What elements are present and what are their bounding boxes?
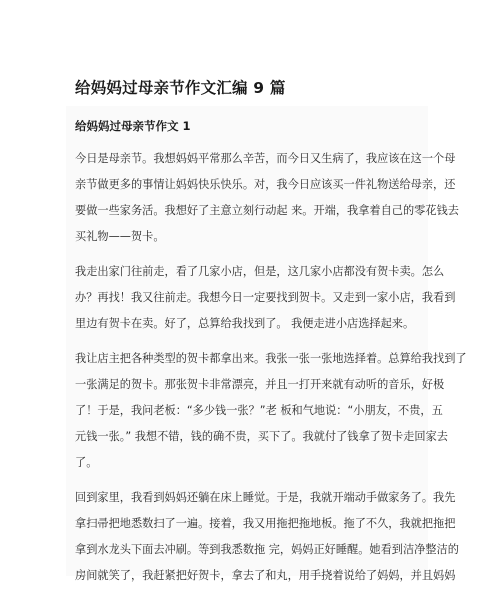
text-line: 元钱一张。” 我想不错，钱的确不贵，买下了。我就付了钱拿了贺卡走回家去 <box>75 430 448 443</box>
paragraph <box>75 485 459 589</box>
article-panel <box>66 106 467 582</box>
paragraph <box>75 346 467 476</box>
paragraph <box>75 259 456 337</box>
text-line: 今日是母亲节。我想妈妈平常那么辛苦，而今日又生病了，我应该在这一个母 <box>75 152 456 165</box>
text-line: 拿扫帚把地悉数扫了一遍。接着，我又用拖把拖地板。拖了不久，我就把拖把 <box>75 517 456 530</box>
document-title: 给妈妈过母亲节作文汇编 9 篇 <box>75 79 286 97</box>
text-line: 办？再找！我又往前走。我想今日一定要找到贺卡。又走到一家小店，我看到 <box>75 291 456 304</box>
text-line: 一张满足的贺卡。那张贺卡非常漂亮，并且一打开来就有动听的音乐，好极 <box>75 378 445 391</box>
text-line: 买礼物——贺卡。 <box>75 230 165 243</box>
article-subtitle: 给妈妈过母亲节作文 1 <box>75 119 191 133</box>
text-line: 要做一些家务活。我想好了主意立刻行动起 来。开端，我拿着自己的零花钱去 <box>75 204 459 217</box>
article-body <box>75 146 467 598</box>
text-line: 拿到水龙头下面去冲刷。等到我悉数拖 完，妈妈正好睡醒。她看到洁净整洁的 <box>75 543 459 556</box>
paragraph <box>75 146 459 250</box>
text-line: 回到家里，我看到妈妈还躺在床上睡觉。于是，我就开端动手做家务了。我先 <box>75 491 456 504</box>
text-line: 里边有贺卡在卖。好了，总算给我找到了。 我便走进小店选择起来。 <box>75 317 415 330</box>
text-line: 了！于是，我问老板：“多少钱一张？”老 板和气地说：“小朋友，不贵，五 <box>75 404 443 417</box>
text-line: 房间就笑了，我赶紧把好贺卡，拿去了和丸，用手挠着说给了妈妈，并且妈妈 <box>75 569 456 582</box>
text-line: 了。 <box>75 456 98 469</box>
text-line: 亲节做更多的事情让妈妈快乐快乐。对，我今日应该买一件礼物送给母亲，还 <box>75 178 456 191</box>
text-line: 我走出家门往前走，看了几家小店，但是，这几家小店都没有贺卡卖。怎么 <box>75 265 445 278</box>
text-line: 我让店主把各种类型的贺卡都拿出来。我张一张一张地选择着。总算给我找到了 <box>75 352 467 365</box>
